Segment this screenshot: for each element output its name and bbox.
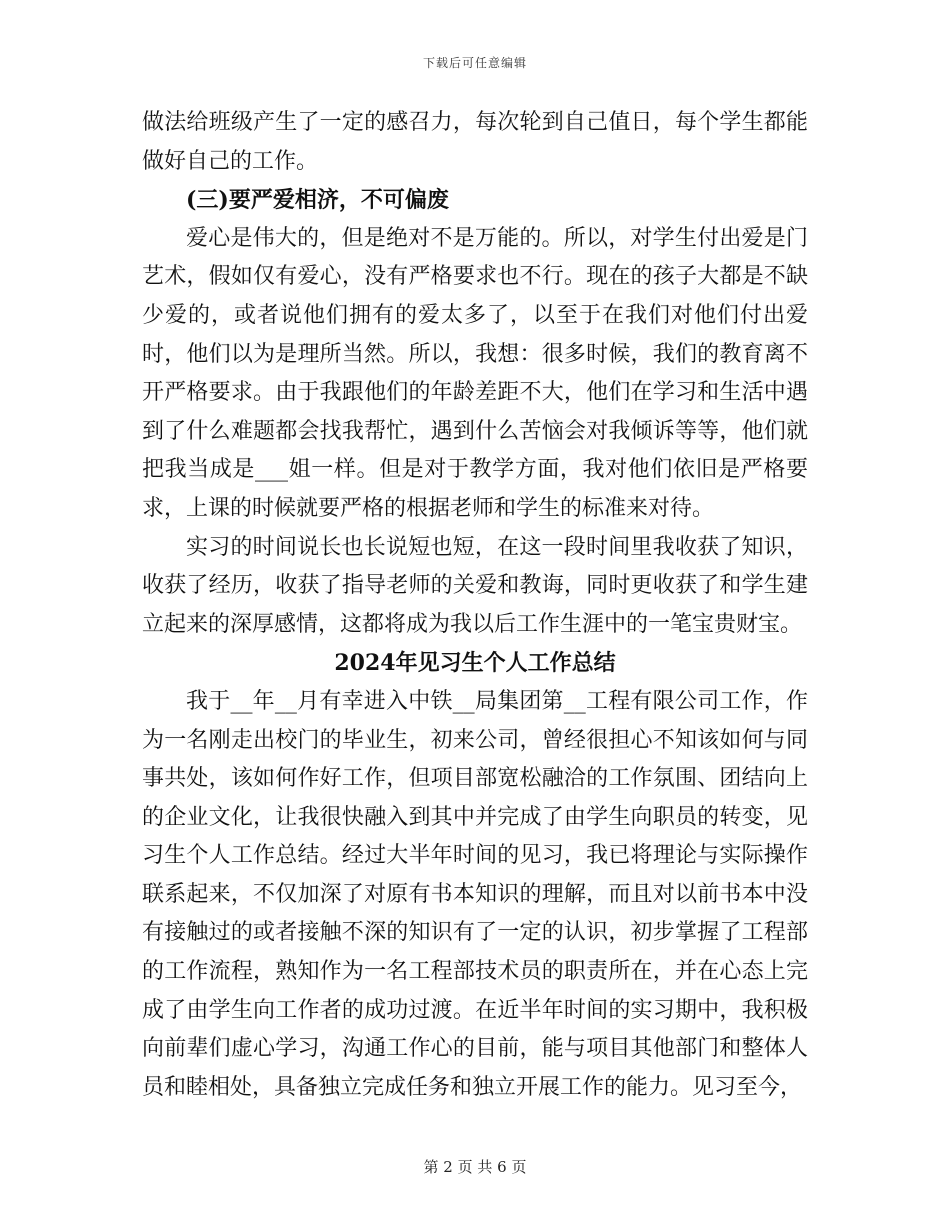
subheading: (三)要严爱相济，不可偏废 (186, 187, 449, 214)
section-title: 2024年见习生个人工作总结 (334, 650, 616, 677)
paragraph-internship-reflection: 实习的时间说长也长说短也短，在这一段时间里我收获了知识，收获了经历，收获了指导老师的关爱和教诲，同时更收获了和学生建立起来的深厚感情，这都将成为我以后工作生涯中的一笔宝贵财宝。 (142, 534, 808, 637)
paragraph-trainee-summary: 我于__年__月有幸进入中铁__局集团第__工程有限公司工作，作为一名刚走出校门的毕业生，初来公司，曾经很担心不知该如何与同事共处，该如何作好工作，但项目部宽松融洽的工作氛围、团结向上的企业文化，让我很快融入到其中并完成了由学生向职员的转变，见习生个人工作总结。经过大半年时间的见习，我已将理论与实际操作联系起来，不仅加深了对原有书本知识的理解，而且对以前书本中没有接触过的或者接触不深的知识有了一定的认识，初步掌握了工程部的工作流程，熟知作为一名工程部技术员的职责所在，并在心态上完成了由学生向工作者的成功过渡。在近半年时间的实习期中，我积极向前辈们虚心学习，沟通工作心的目前，能与项目其他部门和整体人员和睦相处，具备独立完成任务和独立开展工作的能力。见习至今， (142, 688, 808, 1100)
document-body (142, 104, 808, 1107)
paragraph-continuation: 做法给班级产生了一定的感召力，每次轮到自己值日，每个学生都能做好自己的工作。 (142, 110, 808, 174)
paragraph-love-and-discipline: 爱心是伟大的，但是绝对不是万能的。所以，对学生付出爱是门艺术，假如仅有爱心，没有严格要求也不行。现在的孩子大都是不缺少爱的，或者说他们拥有的爱太多了，以至于在我们对他们付出爱时，他们以为是理所当然。所以，我想：很多时候，我们的教育离不开严格要求。由于我跟他们的年龄差距不大，他们在学习和生活中遇到了什么难题都会找我帮忙，遇到什么苦恼会对我倾诉等等，他们就把我当成是___姐一样。但是对于教学方面，我对他们依旧是严格要求，上课的时候就要严格的根据老师和学生的标准来对待。 (142, 225, 808, 521)
page-number-footer: 第 2 页 共 6 页 (423, 1158, 527, 1176)
page-header-note: 下载后可任意编辑 (422, 56, 527, 70)
